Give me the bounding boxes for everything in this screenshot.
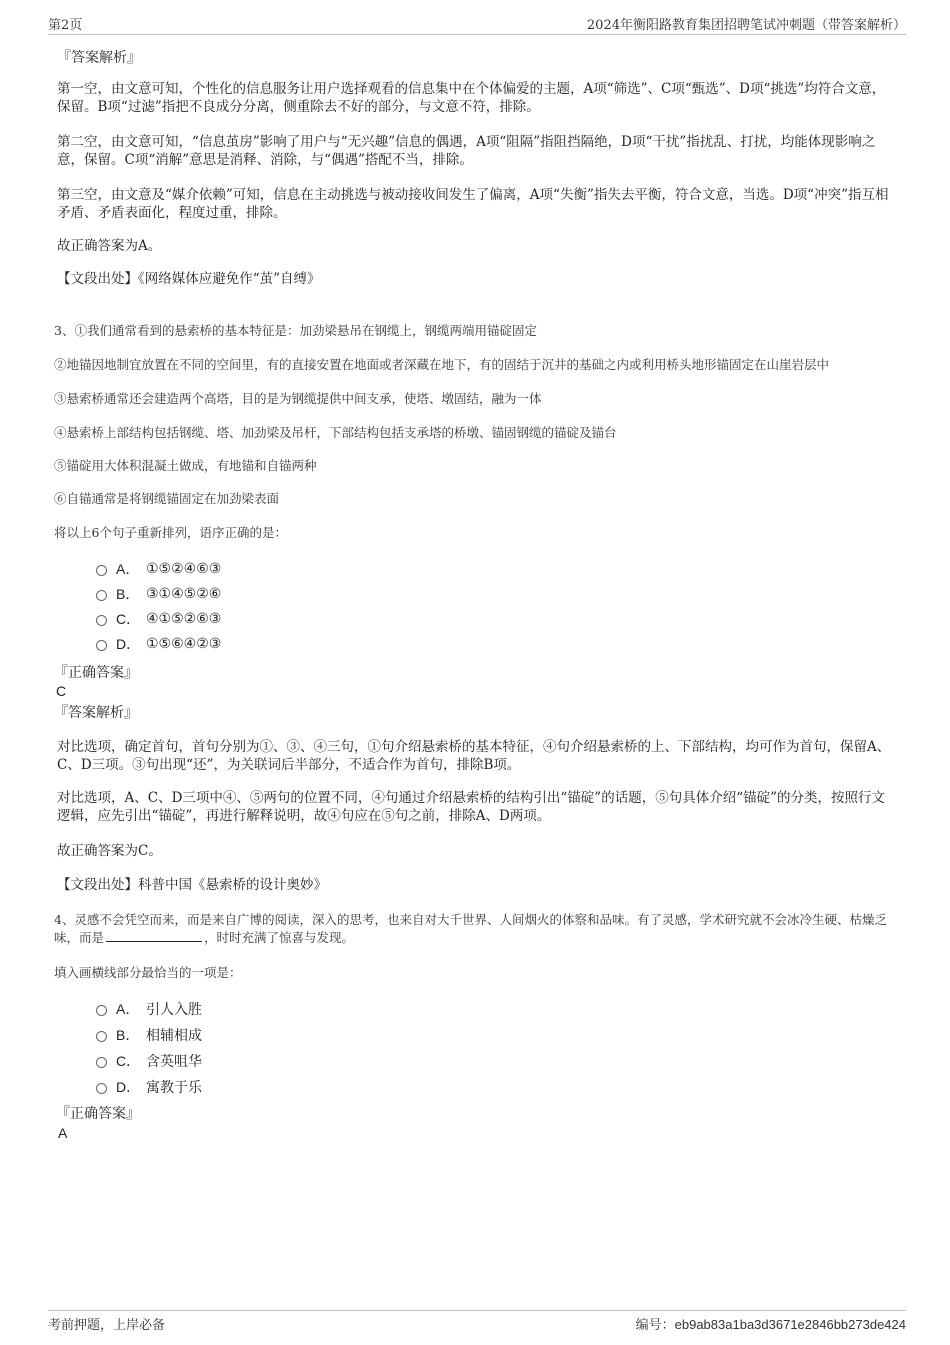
- footer-slogan: 考前押题，上岸必备: [48, 1318, 166, 1333]
- document-code: 编号：eb9ab83a1ba3d3671e2846bb273de424: [635, 1317, 906, 1333]
- q2-analysis-p3: 第三空，由文意及“媒介依赖”可知，信息在主动挑选与被动接收间发生了偏离，A项“失衡”指失去平衡，符合文意，当选。D项“冲突”指互相矛盾、矛盾表面化，程度过重，排除。: [57, 187, 889, 221]
- q2-analysis-p2: 第二空，由文意可知，“信息茧房”影响了用户与“无兴趣”信息的偶遇，A项“阻隔”指阻挡隔绝，D项“干扰”指扰乱、打扰，均能体现影响之意，保留。C项“消解”意思是消释、消除，与“偶遇”搭配不当，排除。: [57, 134, 876, 168]
- q3-sentence-3: ③悬索桥通常还会建造两个高塔，目的是为钢缆提供中间支承，使塔、墩固结，融为一体: [54, 391, 542, 406]
- q3-prompt: 将以上6个句子重新排列，语序正确的是：: [54, 525, 287, 540]
- document-title: 2024年衡阳路教育集团招聘笔试冲刺题（带答案解析）: [586, 18, 906, 33]
- q4-option-b[interactable]: B． 相辅相成: [96, 1025, 202, 1045]
- q3-conclusion: 故正确答案为C。: [57, 843, 162, 859]
- page-footer: [48, 1310, 906, 1333]
- q3-option-c[interactable]: C． ④①⑤②⑥③: [96, 609, 221, 629]
- q2-source: 【文段出处】《网络媒体应避免作“茧”自缚》: [57, 271, 321, 287]
- q3-option-d[interactable]: D． ①⑤⑥④②③: [96, 634, 221, 654]
- q3-option-b[interactable]: B． ③①④⑤②⑥: [96, 584, 221, 604]
- q4-stem: 4、灵感不会凭空而来，而是来自广博的阅读，深入的思考，也来自对大千世界、人间烟火的体察和品味。有了灵感，学术研究就不会冰冷生硬、枯燥乏味，而是 ，时时充满了惊喜与发现。: [54, 912, 887, 945]
- q2-analysis-label: 『答案解析』: [57, 50, 141, 66]
- radio-icon[interactable]: [96, 615, 107, 626]
- q4-prompt: 填入画横线部分最恰当的一项是：: [54, 965, 242, 980]
- q3-analysis-label: 『答案解析』: [54, 705, 138, 721]
- page-header: [48, 14, 906, 35]
- radio-icon[interactable]: [96, 565, 107, 576]
- answer-blank: [106, 929, 202, 942]
- radio-icon[interactable]: [96, 640, 107, 651]
- q4-answer: A: [58, 1125, 68, 1141]
- q3-sentence-4: ④悬索桥上部结构包括钢缆、塔、加劲梁及吊杆，下部结构包括支承塔的桥墩、锚固钢缆的锚碇及锚台: [54, 425, 617, 440]
- q3-sentence-1: 3、①我们通常看到的悬索桥的基本特征是：加劲梁悬吊在钢缆上，钢缆两端用锚碇固定: [54, 323, 537, 338]
- q4-option-c[interactable]: C． 含英咀华: [96, 1051, 202, 1071]
- radio-icon[interactable]: [96, 1031, 107, 1042]
- q2-analysis-p1: 第一空，由文意可知，个性化的信息服务让用户选择观看的信息集中在个体偏爱的主题，A项“筛选”、C项“甄选”、D项“挑选”均符合文意，保留。B项“过滤”指把不良成分分离，侧重除去不好的部分，与文意不符，排除。: [57, 81, 886, 115]
- q3-sentence-2: ②地锚因地制宜放置在不同的空间里，有的直接安置在地面或者深藏在地下，有的固结于沉井的基础之内或利用桥头地形锚固定在山崖岩层中: [54, 357, 830, 372]
- q3-option-a[interactable]: A． ①⑤②④⑥③: [96, 559, 221, 579]
- q3-source: 【文段出处】科普中国《悬索桥的设计奥妙》: [57, 877, 327, 893]
- radio-icon[interactable]: [96, 1083, 107, 1094]
- radio-icon[interactable]: [96, 1057, 107, 1068]
- q3-sentence-5: ⑤锚碇用大体积混凝土做成，有地锚和自锚两种: [54, 458, 317, 473]
- q2-conclusion: 故正确答案为A。: [57, 238, 162, 254]
- q4-answer-label: 『正确答案』: [56, 1106, 140, 1122]
- q4-option-a[interactable]: A． 引人入胜: [96, 999, 202, 1019]
- radio-icon[interactable]: [96, 1005, 107, 1016]
- q3-answer-label: 『正确答案』: [54, 665, 138, 681]
- q4-option-d[interactable]: D． 寓教于乐: [96, 1077, 202, 1097]
- q3-sentence-6: ⑥自锚通常是将钢缆锚固定在加劲梁表面: [54, 491, 280, 506]
- page-number: 第2页: [48, 18, 83, 33]
- q3-answer: C: [56, 683, 67, 699]
- q3-analysis-p2: 对比选项，A、C、D三项中④、⑤两句的位置不同，④句通过介绍悬索桥的结构引出“锚碇”的话题，⑤句具体介绍“锚碇”的分类，按照行文逻辑，应先引出“锚碇”，再进行解释说明，故④句应在⑤句之前，排除A、D两项。: [57, 790, 886, 824]
- radio-icon[interactable]: [96, 590, 107, 601]
- q3-analysis-p1: 对比选项，确定首句，首句分别为①、③、④三句，①句介绍悬索桥的基本特征，④句介绍悬索桥的上、下部结构，均可作为首句，保留A、C、D三项。③句出现“还”，为关联词后半部分，不适合作为首句，排除B项。: [57, 739, 891, 773]
